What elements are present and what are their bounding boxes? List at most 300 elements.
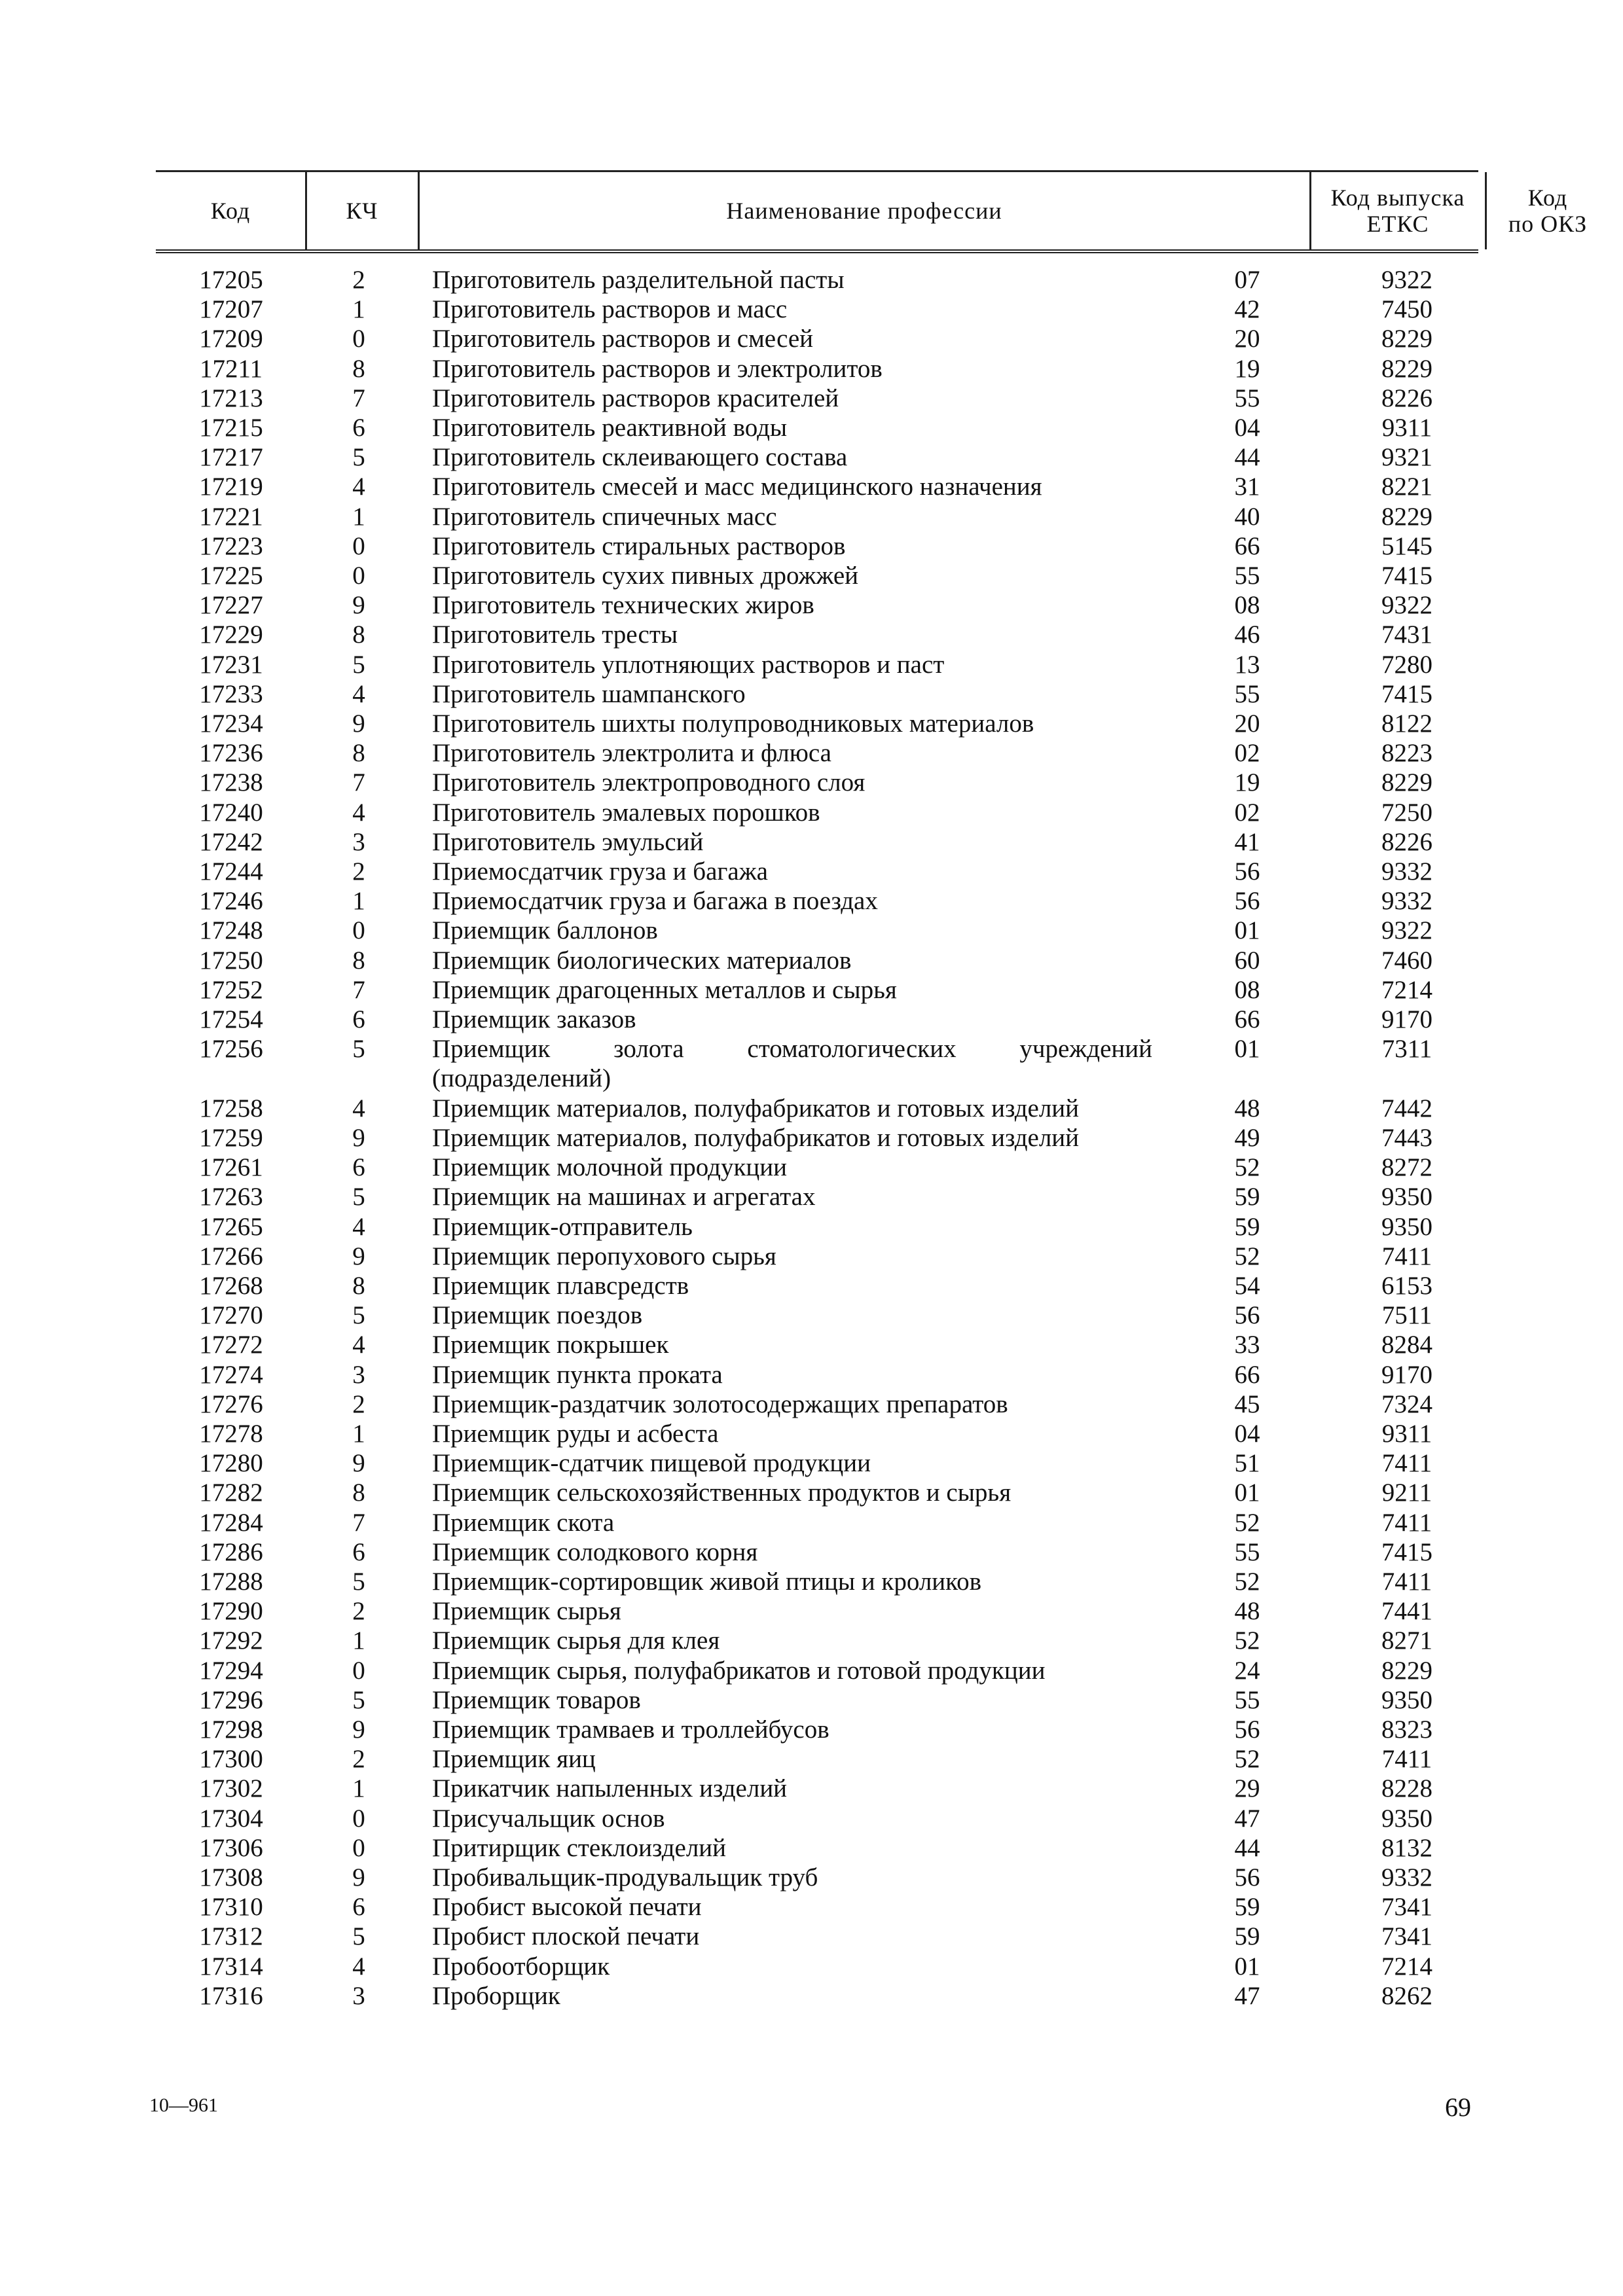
table-row [0, 1922, 1623, 1951]
row-kch: 1 [352, 295, 365, 324]
row-okz-code: 9332 [1381, 887, 1432, 916]
row-etks-code: 56 [1234, 1715, 1260, 1744]
row-okz-code: 9311 [1381, 414, 1432, 442]
table-row [0, 1537, 1623, 1567]
row-profession-name: Приемщик на машинах и агрегатах [432, 1183, 816, 1211]
row-profession-name: Приемщик-сдатчик пищевой продукции [432, 1449, 871, 1478]
table-row [0, 738, 1623, 768]
row-okz-code: 8284 [1381, 1331, 1432, 1359]
row-okz-code: 5145 [1381, 531, 1432, 560]
row-okz-code: 8229 [1381, 502, 1432, 531]
row-profession-name: Приготовитель сухих пивных дрожжей [432, 562, 859, 590]
row-kch: 8 [352, 620, 365, 649]
header-kch: КЧ [346, 198, 378, 224]
table-row [0, 1863, 1623, 1892]
row-code: 17308 [199, 1863, 263, 1892]
row-profession-name: Приемщик руды и асбеста [432, 1419, 719, 1448]
row-kch: 7 [352, 384, 365, 412]
row-okz-code: 9170 [1381, 1360, 1432, 1389]
row-etks-code: 52 [1234, 1567, 1260, 1596]
row-kch: 8 [352, 1271, 365, 1300]
row-code: 17242 [199, 827, 263, 856]
row-profession-name: Приемщик сырья для клея [432, 1626, 720, 1655]
table-row [0, 384, 1623, 413]
row-etks-code: 66 [1234, 1360, 1260, 1389]
row-etks-code: 07 [1234, 266, 1260, 294]
row-profession-name: Приемщик заказов [432, 1005, 636, 1034]
row-etks-code: 52 [1234, 1508, 1260, 1537]
row-code: 17236 [199, 739, 263, 768]
row-profession-name: Приготовитель разделительной пасты [432, 266, 845, 294]
row-profession-name: Приемосдатчик груза и багажа в поездах [432, 887, 878, 916]
table-row [0, 1123, 1623, 1153]
row-profession-name: Приготовитель спичечных масс [432, 502, 777, 531]
row-profession-name: Приготовитель электролита и флюса [432, 739, 831, 768]
table-row [0, 1952, 1623, 1981]
row-etks-code: 19 [1234, 768, 1260, 797]
table-row [0, 620, 1623, 649]
table-row [0, 886, 1623, 916]
table-row [0, 798, 1623, 827]
row-code: 17270 [199, 1301, 263, 1330]
row-okz-code: 7415 [1381, 562, 1432, 590]
row-profession-name: Приготовитель реактивной воды [432, 414, 788, 442]
row-etks-code: 59 [1234, 1212, 1260, 1241]
row-profession-name: Приготовитель склеивающего состава [432, 443, 848, 472]
row-etks-code: 20 [1234, 709, 1260, 738]
table-row [0, 1419, 1623, 1448]
row-kch: 1 [352, 502, 365, 531]
row-okz-code: 8323 [1381, 1715, 1432, 1744]
table-row [0, 1715, 1623, 1744]
row-profession-name: Приемщик молочной продукции [432, 1153, 788, 1182]
table-row [0, 295, 1623, 324]
row-etks-code: 52 [1234, 1745, 1260, 1774]
row-okz-code: 7415 [1381, 1537, 1432, 1566]
row-profession-name: Приемщик-сортировщик живой птицы и кроликов [432, 1567, 982, 1596]
row-etks-code: 48 [1234, 1094, 1260, 1122]
row-kch: 7 [352, 768, 365, 797]
row-okz-code: 9322 [1381, 266, 1432, 294]
row-code: 17294 [199, 1656, 263, 1685]
table-row [0, 1833, 1623, 1863]
row-etks-code: 01 [1234, 1479, 1260, 1507]
row-code: 17256 [199, 1035, 263, 1064]
row-code: 17298 [199, 1715, 263, 1744]
row-etks-code: 48 [1234, 1597, 1260, 1626]
row-kch: 4 [352, 1952, 365, 1981]
table-row [0, 442, 1623, 472]
row-etks-code: 08 [1234, 975, 1260, 1004]
row-kch: 0 [352, 916, 365, 945]
row-etks-code: 13 [1234, 650, 1260, 679]
table-row [0, 1242, 1623, 1271]
row-profession-name: Приготовитель растворов и смесей [432, 325, 814, 353]
row-kch: 8 [352, 739, 365, 768]
row-kch: 9 [352, 1449, 365, 1478]
row-okz-code: 7311 [1381, 1035, 1432, 1064]
row-code: 17265 [199, 1212, 263, 1241]
row-okz-code: 7442 [1381, 1094, 1432, 1122]
table-row [0, 265, 1623, 295]
table-row [0, 531, 1623, 561]
row-profession-name: Приготовитель шампанского [432, 679, 746, 708]
row-profession-name: Приготовитель уплотняющих растворов и паст [432, 650, 945, 679]
row-code: 17304 [199, 1804, 263, 1833]
table-row [0, 1212, 1623, 1242]
row-kch: 9 [352, 1715, 365, 1744]
row-profession-name: Приготовитель эмалевых порошков [432, 798, 820, 827]
row-kch: 6 [352, 1537, 365, 1566]
row-profession-name: Приемщик поездов [432, 1301, 643, 1330]
row-etks-code: 08 [1234, 591, 1260, 620]
row-kch: 5 [352, 1685, 365, 1714]
row-etks-code: 02 [1234, 798, 1260, 827]
row-etks-code: 51 [1234, 1449, 1260, 1478]
row-etks-code: 55 [1234, 562, 1260, 590]
row-etks-code: 40 [1234, 502, 1260, 531]
table-body [0, 265, 1623, 2011]
row-okz-code: 8226 [1381, 827, 1432, 856]
row-etks-code: 20 [1234, 325, 1260, 353]
page-number: 69 [1445, 2092, 1471, 2122]
row-okz-code: 6153 [1381, 1271, 1432, 1300]
row-profession-name: Приемосдатчик груза и багажа [432, 857, 768, 886]
row-okz-code: 7280 [1381, 650, 1432, 679]
row-etks-code: 04 [1234, 414, 1260, 442]
row-profession-name: Приемщик сырья, полуфабрикатов и готовой продукции [432, 1656, 1046, 1685]
row-kch: 2 [352, 1745, 365, 1774]
row-code: 17225 [199, 562, 263, 590]
row-code: 17219 [199, 473, 263, 501]
row-okz-code: 8223 [1381, 739, 1432, 768]
table-row [0, 1774, 1623, 1803]
row-code: 17286 [199, 1537, 263, 1566]
row-profession-name: Пробист плоской печати [432, 1922, 700, 1951]
row-code: 17268 [199, 1271, 263, 1300]
row-okz-code: 9332 [1381, 857, 1432, 886]
row-profession-name: Прикатчик напыленных изделий [432, 1774, 788, 1803]
row-etks-code: 31 [1234, 473, 1260, 501]
row-okz-code: 7411 [1381, 1567, 1432, 1596]
row-okz-code: 7411 [1381, 1508, 1432, 1537]
header-etks-code [1311, 172, 1485, 249]
row-kch: 2 [352, 857, 365, 886]
row-etks-code: 59 [1234, 1893, 1260, 1922]
row-code: 17274 [199, 1360, 263, 1389]
row-kch: 8 [352, 354, 365, 383]
row-etks-code: 56 [1234, 887, 1260, 916]
row-etks-code: 55 [1234, 679, 1260, 708]
table-header [156, 170, 1588, 253]
table-row [0, 472, 1623, 501]
row-kch: 2 [352, 266, 365, 294]
row-code: 17290 [199, 1597, 263, 1626]
row-profession-name: Приготовитель электропроводного слоя [432, 768, 866, 797]
row-okz-code: 8271 [1381, 1626, 1432, 1655]
row-kch: 7 [352, 975, 365, 1004]
row-profession-name: Приготовитель тресты [432, 620, 678, 649]
row-code: 17215 [199, 414, 263, 442]
row-code: 17250 [199, 946, 263, 975]
row-kch: 8 [352, 946, 365, 975]
row-kch: 5 [352, 1301, 365, 1330]
row-etks-code: 33 [1234, 1331, 1260, 1359]
row-etks-code: 04 [1234, 1419, 1260, 1448]
row-kch: 0 [352, 562, 365, 590]
row-okz-code: 8229 [1381, 325, 1432, 353]
row-etks-code: 56 [1234, 1301, 1260, 1330]
row-kch: 1 [352, 1626, 365, 1655]
row-code: 17244 [199, 857, 263, 886]
row-kch: 5 [352, 650, 365, 679]
row-code: 17259 [199, 1123, 263, 1152]
row-etks-code: 02 [1234, 739, 1260, 768]
table-row [0, 413, 1623, 442]
row-profession-name: Приемщик биологических материалов [432, 946, 852, 975]
row-profession-name: Приготовитель стиральных растворов [432, 531, 846, 560]
table-row [0, 768, 1623, 797]
row-code: 17238 [199, 768, 263, 797]
table-row [0, 590, 1623, 620]
row-code: 17207 [199, 295, 263, 324]
row-code: 17233 [199, 679, 263, 708]
row-profession-name: Приемщик перопухового сырья [432, 1242, 776, 1270]
row-kch: 7 [352, 1508, 365, 1537]
row-code: 17266 [199, 1242, 263, 1270]
row-etks-code: 45 [1234, 1390, 1260, 1418]
row-kch: 1 [352, 887, 365, 916]
row-etks-code: 52 [1234, 1153, 1260, 1182]
table-row [0, 1271, 1623, 1300]
row-kch: 6 [352, 414, 365, 442]
row-okz-code: 7450 [1381, 295, 1432, 324]
table-row [0, 354, 1623, 384]
row-kch: 8 [352, 1479, 365, 1507]
row-kch: 5 [352, 443, 365, 472]
row-profession-name: Приемщик материалов, полуфабрикатов и готовых изделий [432, 1123, 1080, 1152]
table-row [0, 502, 1623, 531]
table-row [0, 1892, 1623, 1922]
row-okz-code: 9211 [1381, 1479, 1432, 1507]
row-okz-code: 9350 [1381, 1183, 1432, 1211]
table-row [0, 1744, 1623, 1774]
row-kch: 9 [352, 709, 365, 738]
row-okz-code: 8228 [1381, 1774, 1432, 1803]
row-kch: 6 [352, 1153, 365, 1182]
row-code: 17292 [199, 1626, 263, 1655]
table-row [0, 1626, 1623, 1655]
row-kch: 9 [352, 1123, 365, 1152]
row-etks-code: 66 [1234, 531, 1260, 560]
row-kch: 9 [352, 591, 365, 620]
row-code: 17300 [199, 1745, 263, 1774]
row-etks-code: 60 [1234, 946, 1260, 975]
row-kch: 2 [352, 1390, 365, 1418]
table-row [0, 1567, 1623, 1596]
header-okz-code [1486, 172, 1609, 249]
row-code: 17209 [199, 325, 263, 353]
row-okz-code: 8229 [1381, 768, 1432, 797]
table-row [0, 1094, 1623, 1123]
table-row [0, 679, 1623, 709]
row-profession-name: Пробивальщик-продувальщик труб [432, 1863, 818, 1892]
row-etks-code: 59 [1234, 1922, 1260, 1951]
row-profession-name: Приемщик драгоценных металлов и сырья [432, 975, 897, 1004]
row-etks-code: 52 [1234, 1626, 1260, 1655]
table-row [0, 1656, 1623, 1685]
row-code: 17306 [199, 1833, 263, 1862]
row-okz-code: 9170 [1381, 1005, 1432, 1034]
row-profession-name: Приемщик скота [432, 1508, 615, 1537]
row-profession-name: Приготовитель эмульсий [432, 827, 704, 856]
row-code: 17263 [199, 1183, 263, 1211]
row-okz-code: 8229 [1381, 354, 1432, 383]
row-code: 17221 [199, 502, 263, 531]
row-code: 17282 [199, 1479, 263, 1507]
row-code: 17314 [199, 1952, 263, 1981]
row-profession-name: Приготовитель растворов красителей [432, 384, 839, 412]
row-kch: 0 [352, 1656, 365, 1685]
row-etks-code: 47 [1234, 1981, 1260, 2010]
row-kch: 0 [352, 325, 365, 353]
row-okz-code: 8132 [1381, 1833, 1432, 1862]
row-okz-code: 7250 [1381, 798, 1432, 827]
row-kch: 3 [352, 1360, 365, 1389]
table-row [0, 946, 1623, 975]
row-profession-name: Приемщик золота стоматологических учреждений (подразделений) [432, 1035, 1152, 1093]
table-row [0, 650, 1623, 679]
row-profession-name: Приготовитель технических жиров [432, 591, 814, 620]
row-profession-name: Приемщик плавсредств [432, 1271, 689, 1300]
print-code: 10—961 [149, 2094, 218, 2116]
row-etks-code: 55 [1234, 1685, 1260, 1714]
row-kch: 4 [352, 1212, 365, 1241]
row-code: 17229 [199, 620, 263, 649]
row-okz-code: 7441 [1381, 1597, 1432, 1626]
row-etks-code: 29 [1234, 1774, 1260, 1803]
row-okz-code: 7324 [1381, 1390, 1432, 1418]
row-etks-code: 55 [1234, 1537, 1260, 1566]
row-etks-code: 41 [1234, 827, 1260, 856]
row-okz-code: 7431 [1381, 620, 1432, 649]
row-okz-code: 7511 [1381, 1301, 1432, 1330]
table-row [0, 561, 1623, 590]
row-kch: 4 [352, 798, 365, 827]
row-etks-code: 56 [1234, 1863, 1260, 1892]
table-row [0, 324, 1623, 353]
row-profession-name: Притирщик стеклоизделий [432, 1833, 727, 1862]
row-okz-code: 7411 [1381, 1449, 1432, 1478]
row-code: 17284 [199, 1508, 263, 1537]
row-etks-code: 44 [1234, 443, 1260, 472]
row-okz-code: 7415 [1381, 679, 1432, 708]
row-code: 17217 [199, 443, 263, 472]
row-etks-code: 44 [1234, 1833, 1260, 1862]
row-kch: 4 [352, 679, 365, 708]
row-profession-name: Приемщик баллонов [432, 916, 658, 945]
row-okz-code: 8221 [1381, 473, 1432, 501]
row-kch: 1 [352, 1774, 365, 1803]
row-okz-code: 7341 [1381, 1922, 1432, 1951]
row-kch: 5 [352, 1183, 365, 1211]
row-code: 17223 [199, 531, 263, 560]
row-code: 17278 [199, 1419, 263, 1448]
row-profession-name: Приемщик-раздатчик золотосодержащих препаратов [432, 1390, 1008, 1418]
row-etks-code: 01 [1234, 1952, 1260, 1981]
row-okz-code: 9332 [1381, 1863, 1432, 1892]
header-etks-line2: ЕТКС [1366, 211, 1429, 237]
row-code: 17246 [199, 887, 263, 916]
row-code: 17240 [199, 798, 263, 827]
table-row [0, 827, 1623, 857]
row-profession-name: Приемщик сельскохозяйственных продуктов и сырья [432, 1479, 1012, 1507]
row-okz-code: 7443 [1381, 1123, 1432, 1152]
row-code: 17312 [199, 1922, 263, 1951]
table-row [0, 1153, 1623, 1182]
row-etks-code: 55 [1234, 384, 1260, 412]
row-code: 17213 [199, 384, 263, 412]
row-kch: 4 [352, 1331, 365, 1359]
table-row [0, 1390, 1623, 1419]
row-etks-code: 52 [1234, 1242, 1260, 1270]
row-profession-name: Приемщик-отправитель [432, 1212, 693, 1241]
row-okz-code: 9350 [1381, 1212, 1432, 1241]
row-etks-code: 47 [1234, 1804, 1260, 1833]
table-row [0, 1981, 1623, 2011]
row-etks-code: 42 [1234, 295, 1260, 324]
row-profession-name: Приемщик материалов, полуфабрикатов и готовых изделий [432, 1094, 1080, 1122]
row-code: 17261 [199, 1153, 263, 1182]
row-profession-name: Приемщик пункта проката [432, 1360, 723, 1389]
row-okz-code: 7214 [1381, 975, 1432, 1004]
row-code: 17280 [199, 1449, 263, 1478]
row-kch: 5 [352, 1922, 365, 1951]
row-kch: 3 [352, 827, 365, 856]
row-code: 17248 [199, 916, 263, 945]
row-kch: 3 [352, 1981, 365, 2010]
row-okz-code: 8262 [1381, 1981, 1432, 2010]
row-code: 17252 [199, 975, 263, 1004]
table-row [0, 916, 1623, 945]
row-kch: 9 [352, 1242, 365, 1270]
header-okz-line2: по ОКЗ [1508, 211, 1588, 237]
table-row [0, 1448, 1623, 1478]
row-profession-name: Проборщик [432, 1981, 560, 2010]
row-profession-name: Приемщик покрышек [432, 1331, 669, 1359]
row-profession-name: Пробист высокой печати [432, 1893, 702, 1922]
table-row [0, 1330, 1623, 1359]
row-code: 17254 [199, 1005, 263, 1034]
table-row [0, 1005, 1623, 1034]
row-etks-code: 19 [1234, 354, 1260, 383]
row-okz-code: 8226 [1381, 384, 1432, 412]
row-okz-code: 7341 [1381, 1893, 1432, 1922]
table-row [0, 1478, 1623, 1507]
row-etks-code: 49 [1234, 1123, 1260, 1152]
row-kch: 0 [352, 1833, 365, 1862]
row-code: 17234 [199, 709, 263, 738]
row-etks-code: 66 [1234, 1005, 1260, 1034]
row-etks-code: 59 [1234, 1183, 1260, 1211]
row-okz-code: 9321 [1381, 443, 1432, 472]
row-etks-code: 01 [1234, 916, 1260, 945]
row-code: 17211 [199, 354, 263, 383]
row-profession-name: Приемщик яиц [432, 1745, 596, 1774]
row-code: 17258 [199, 1094, 263, 1122]
row-code: 17302 [199, 1774, 263, 1803]
row-okz-code: 9350 [1381, 1685, 1432, 1714]
